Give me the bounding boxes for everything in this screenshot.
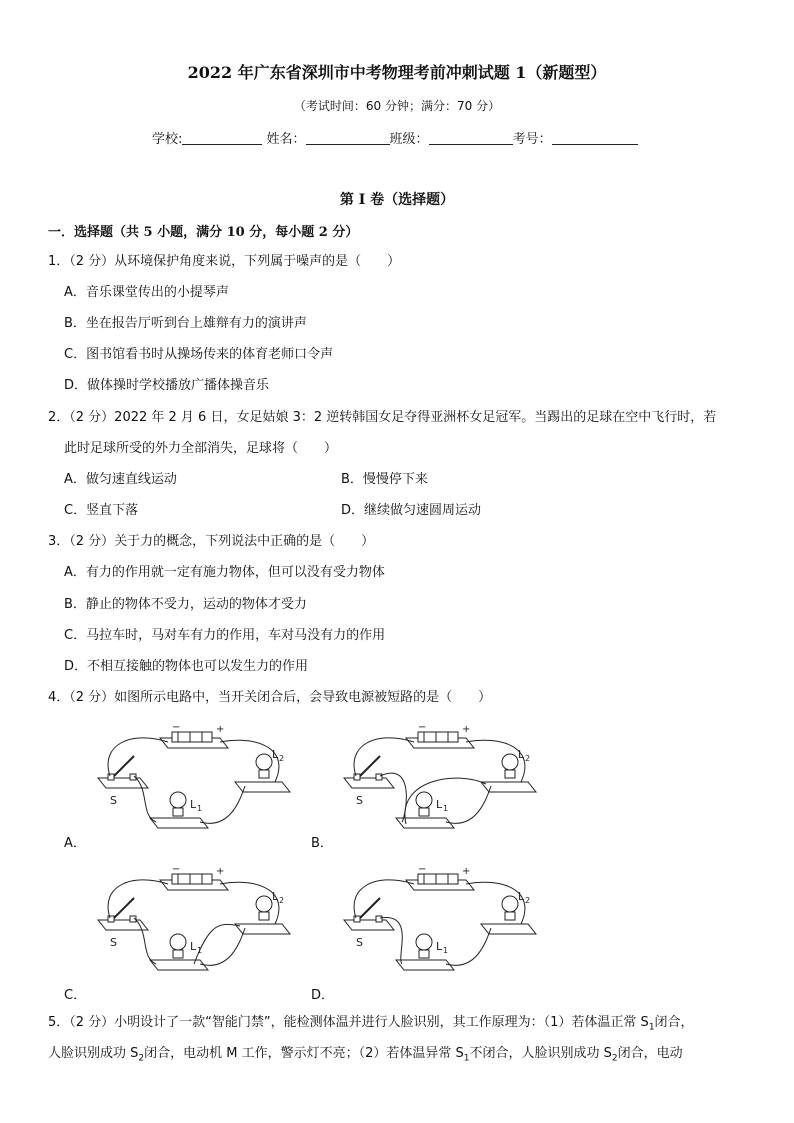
lamp1-label: L: [436, 940, 443, 953]
question-1-option-b: B．坐在报告厅听到台上雄辩有力的演讲声: [64, 316, 307, 331]
minus-label: −: [172, 864, 181, 875]
wire: [200, 786, 245, 823]
lamp1-label: L: [436, 798, 443, 811]
exam-no-blank: [552, 130, 638, 145]
lamp1-board: [150, 818, 208, 828]
lamp1-bulb-icon: [170, 934, 186, 950]
class-label: 班级：: [389, 132, 429, 147]
figure-c-label: C．: [64, 988, 87, 1003]
wire: [108, 738, 168, 776]
wire: [466, 740, 525, 782]
question-5-stem-cont: [48, 1045, 683, 1068]
name-label: 姓名：: [266, 132, 306, 147]
question-3-option-b: B．静止的物体不受力，运动的物体才受力: [64, 597, 307, 612]
question-1-option-c: C．图书馆看书时从操场传来的体育老师口令声: [64, 347, 334, 362]
plus-label: +: [462, 724, 471, 735]
lamp2-bulb-icon: [502, 896, 518, 912]
circuit-diagram-a: [90, 720, 300, 840]
wire: [446, 928, 491, 965]
question-4-stem: 4．（2 分）如图所示电路中，当开关闭合后，会导致电源被短路的是（ ）: [48, 690, 492, 705]
section-title: 一．选择题（共 5 小题，满分 10 分，每小题 2 分）: [48, 225, 359, 240]
class-blank: [429, 130, 513, 145]
lamp2-bulb-icon: [256, 896, 272, 912]
question-3-option-a: A．有力的作用就一定有施力物体，但可以没有受力物体: [64, 565, 385, 580]
page-title: 2022 年广东省深圳市中考物理考前冲刺试题 1（新题型）: [187, 63, 607, 82]
lamp2-subscript: 2: [525, 896, 531, 905]
lamp2-bulb-icon: [256, 754, 272, 770]
question-5-stem-part: 5．（2 分）小明设计了一款“智能门禁”，能检测体温并进行人脸识别，其工作原理为：（1）若体温正常 S: [48, 1015, 649, 1030]
subscript: 1: [463, 1053, 470, 1064]
plus-label: +: [216, 866, 225, 877]
minus-label: −: [418, 722, 427, 733]
question-3-option-d: D．不相互接触的物体也可以发生力的作用: [64, 659, 309, 674]
question-1-option-a: A．音乐课堂传出的小提琴声: [64, 285, 229, 300]
exam-info: （考试时间：60 分钟；满分：70 分）: [293, 99, 501, 113]
question-2-option-d: D．继续做匀速圆周运动: [341, 503, 482, 518]
lamp2-label: L: [518, 890, 525, 903]
wire: [220, 740, 279, 782]
question-2-option-c: C．竖直下落: [64, 503, 139, 518]
wire: [200, 928, 245, 965]
lamp1-bulb-icon: [170, 792, 186, 808]
switch-label: S: [110, 794, 117, 807]
question-2-stem: 2．（2 分）2022 年 2 月 6 日，女足姑娘 3：2 逆转韩国女足夺得亚洲杯女足冠军。当踢出的足球在空中飞行时，若: [48, 410, 717, 425]
lamp1-bulb-icon: [416, 792, 432, 808]
question-5-stem-part: 人脸识别成功 S: [48, 1046, 139, 1061]
question-5-stem-part: 闭合，电动机 M 工作，警示灯不亮；（2）若体温异常 S: [144, 1046, 464, 1061]
part-title: 第 I 卷（选择题）: [339, 192, 455, 208]
lamp1-subscript: 1: [443, 804, 449, 813]
circuit-diagram-b: [336, 720, 546, 840]
wire: [466, 882, 525, 924]
question-2-option-b: B．慢慢停下来: [341, 472, 428, 487]
subscript: 2: [611, 1053, 618, 1064]
minus-label: −: [418, 864, 427, 875]
question-2-stem-cont: 此时足球所受的外力全部消失，足球将（ ）: [64, 441, 338, 456]
school-blank: [182, 130, 262, 145]
question-1-option-d: D．做体操时学校播放广播体操音乐: [64, 378, 270, 393]
switch-label: S: [110, 936, 117, 949]
question-1-stem: 1．（2 分）从环境保护角度来说，下列属于噪声的是（ ）: [48, 254, 401, 269]
student-info-line: [152, 128, 638, 147]
figure-d-label: D．: [311, 988, 335, 1003]
question-5-stem-part: 闭合，电动: [617, 1046, 683, 1061]
lamp1-subscript: 1: [197, 804, 203, 813]
question-3-option-c: C．马拉车时，马对车有力的作用，车对马没有力的作用: [64, 628, 386, 643]
lamp1-bulb-icon: [416, 934, 432, 950]
wire: [354, 738, 414, 776]
wire: [108, 880, 168, 918]
exam-no-label: 考号：: [512, 132, 552, 147]
figure-b-label: B．: [311, 836, 333, 851]
lamp2-subscript: 2: [279, 896, 285, 905]
lamp2-subscript: 2: [525, 754, 531, 763]
wire: [194, 924, 240, 964]
wire: [380, 917, 402, 964]
lamp1-board: [150, 960, 208, 970]
question-5-stem-part: 不闭合，人脸识别成功 S: [469, 1046, 612, 1061]
lamp2-label: L: [272, 890, 279, 903]
circuit-diagram-d: [336, 862, 546, 982]
lamp2-label: L: [272, 748, 279, 761]
figure-a-label: A．: [64, 836, 86, 851]
lamp1-label: L: [190, 940, 197, 953]
wire: [220, 882, 279, 924]
lamp1-subscript: 1: [197, 946, 203, 955]
wire: [134, 918, 156, 964]
subscript: 2: [138, 1053, 145, 1064]
wire: [354, 880, 414, 918]
lamp2-label: L: [518, 748, 525, 761]
switch-board: [344, 920, 394, 930]
lamp2-bulb-icon: [502, 754, 518, 770]
question-3-stem: 3．（2 分）关于力的概念，下列说法中正确的是（ ）: [48, 534, 375, 549]
switch-board: [344, 778, 394, 788]
question-5-stem-part: 闭合，: [654, 1015, 694, 1030]
wire: [405, 778, 486, 824]
minus-label: −: [172, 722, 181, 733]
wire: [380, 773, 406, 822]
name-blank: [306, 130, 390, 145]
plus-label: +: [216, 724, 225, 735]
question-5-stem: [48, 1014, 694, 1037]
switch-board: [98, 920, 148, 930]
wire: [446, 786, 491, 823]
lamp1-board: [396, 960, 454, 970]
lamp1-label: L: [190, 798, 197, 811]
question-2-option-a: A．做匀速直线运动: [64, 472, 177, 487]
plus-label: +: [462, 866, 471, 877]
lamp2-subscript: 2: [279, 754, 285, 763]
circuit-diagram-c: [90, 862, 300, 982]
switch-label: S: [356, 794, 363, 807]
wire: [134, 776, 156, 822]
lamp1-subscript: 1: [443, 946, 449, 955]
switch-label: S: [356, 936, 363, 949]
switch-board: [98, 778, 148, 788]
school-label: 学校:: [152, 132, 183, 147]
subscript: 1: [648, 1022, 655, 1033]
